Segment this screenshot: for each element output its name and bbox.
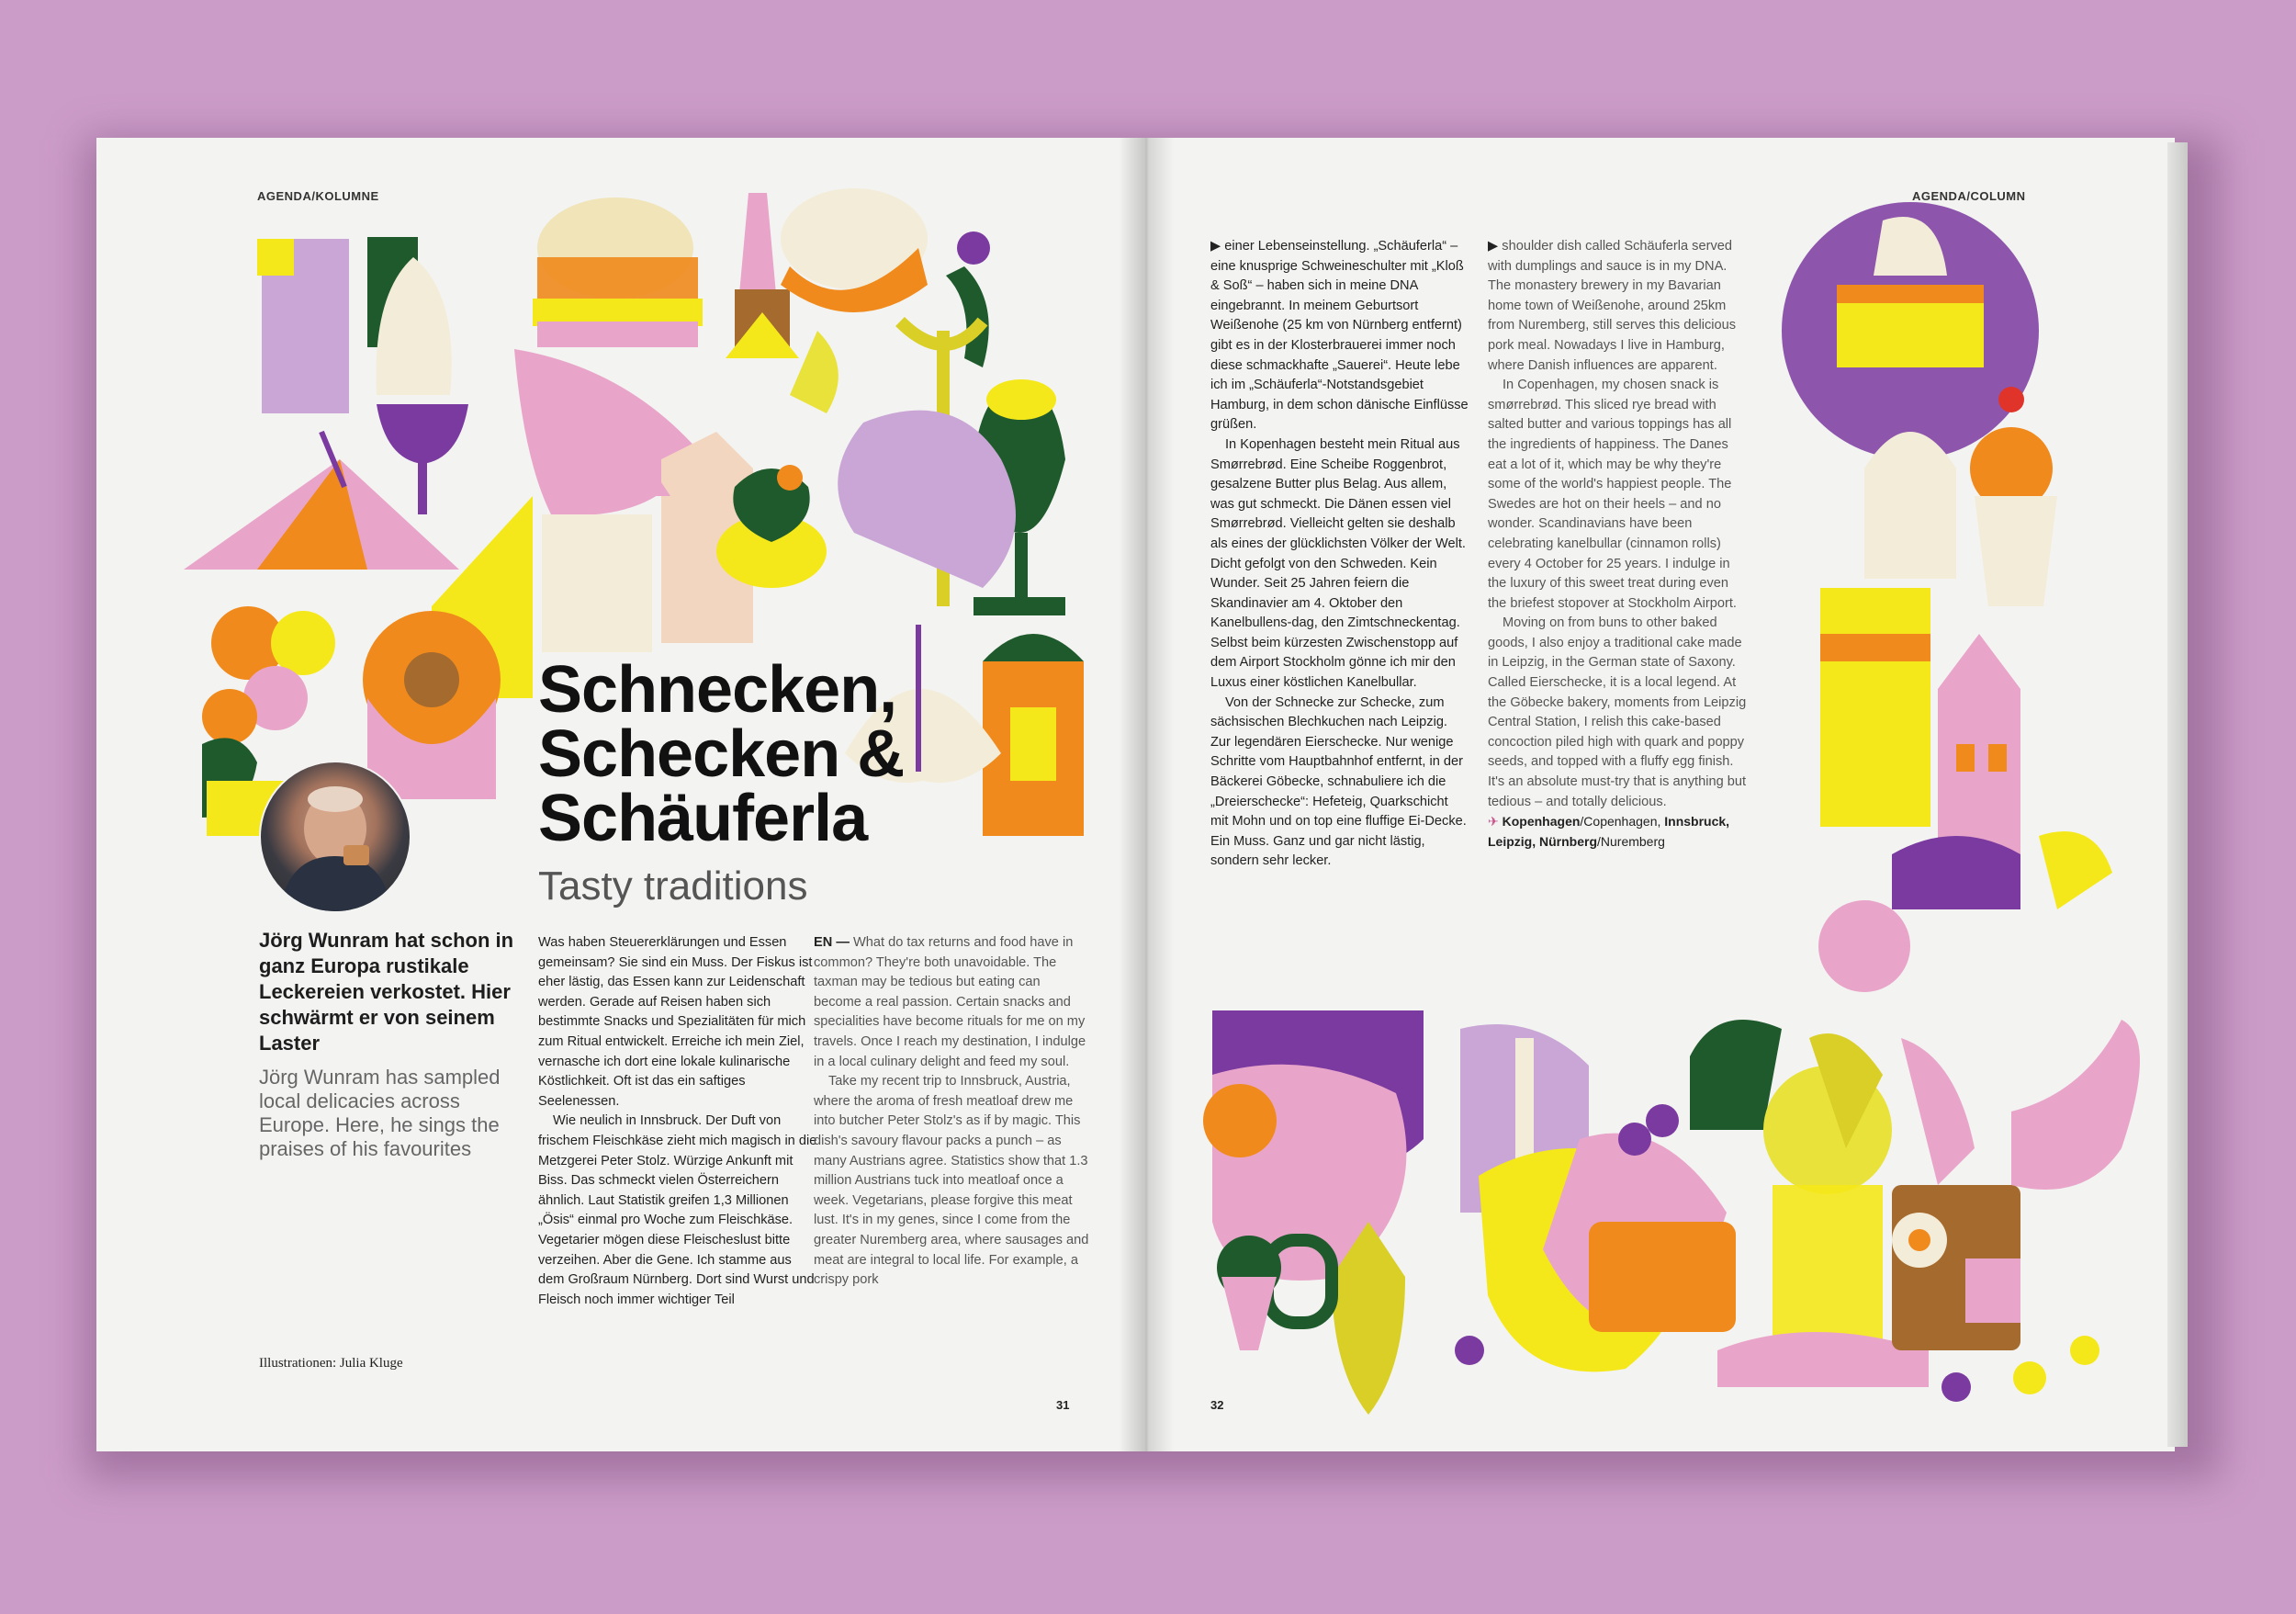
paragraph: In Copenhagen, my chosen snack is smørrebrød. This sliced rye bread with salted butter and various toppings has all the ingredients of happiness. The Danes eat a lot of it, which may be why they're some of the world's happiest people. The Swedes are hot on their heels – and no wonder. Scandinavians have been celebrating kanelbullar (cinnamon rolls) every 4 October for 25 years. I indulge in the luxury of this sweet treat during even the briefest stopover at Stockholm Airport. (1488, 378, 1737, 611)
title-line-2: Schecken & (538, 717, 905, 791)
intro-german: Jörg Wunram hat schon in ganz Europa rustikale Leckereien verkostet. Hier schwärmt er von seinem Laster (259, 929, 514, 1055)
section-header-right: AGENDA/COLUMN (1912, 189, 2026, 203)
paragraph: Von der Schnecke zur Schecke, zum sächsischen Blechkuchen nach Leipzig. Zur legendären Eierschecke. Nur wenige Schritte vom Hauptbahnhof entfernt, in der Bäckerei Göbecke, schnabuliere ich die „Dreierschecke“: Hefeteig, Quarkschicht mit Mohn und on top eine fluffige Ei-Decke. Ein Muss. Ganz und gar nicht lästig, sondern sehr lecker. (1210, 694, 1467, 869)
paragraph: Wie neulich in Innsbruck. Der Duft von frischem Fleischkäse zieht mich magisch in die Metzgerei Peter Stolz. Würzige Ankunft mit Biss. Das schmeckt vielen Österreichern ähnlich. Laut Statistik greifen 1,3 Millionen „Ösis“ einmal pro Woche zum Fleischkäse. Vegetarier mögen diese Fleischeslust bitte verzeihen. Aber die Gene. Ich stamme aus dem Großraum Nürnberg. Dort sind Wurst und Fleisch noch immer wichtiger Teil (538, 1113, 817, 1307)
intro-english: Jörg Wunram has sampled local delicacies across Europe. Here, he sings the praises of his favourites (259, 1066, 501, 1160)
page-number-left: 31 (1056, 1398, 1070, 1412)
column-german-2 (1210, 237, 1469, 872)
location-copenhagen: /Copenhagen, (1580, 814, 1665, 830)
location-nuernberg: Nürnberg (1539, 833, 1597, 849)
location-kopenhagen: Kopenhagen (1502, 814, 1581, 830)
plane-icon: ✈ (1488, 814, 1499, 830)
article-subtitle: Tasty traditions (538, 863, 808, 909)
food-illustration-right-bottom (1203, 1001, 2167, 1415)
section-header-left: AGENDA/KOLUMNE (257, 189, 379, 203)
paragraph: shoulder dish called Schäuferla served with dumplings and sauce is in my DNA. The monastery brewery in my Bavarian home town of Weißenohe, around 25km from Nuremberg, still serves this delicious pork meal. Nowadays I live in Hamburg, where Danish influences are apparent. (1488, 239, 1737, 373)
paragraph: Was haben Steuererklärungen und Essen gemeinsam? Sie sind ein Muss. Der Fiskus ist eher lästig, das Essen kann zur Leidenschaft werden. Gerade auf Reisen haben sich bestimmte Snacks und Spezialitäten für mich zum Ritual entwickelt. Erreiche ich mein Ziel, vernasche ich dort eine lokale kulinarische Köstlichkeit. Oft ist das ein saftiges Seelenessen. (538, 935, 813, 1109)
paragraph: einer Lebenseinstellung. „Schäuferla“ – eine knusprige Schweineschulter mit „Kloß & Soß“ – haben sich in meine DNA eingebrannt. In meinem Geburtsort Weißenohe (25 km von Nürnberg entfernt) gibt es in der Klosterbrauerei immer noch diese schmackhafte „Sauerei“. Heute lebe ich im „Schäuferla“-Notstandsgebiet Hamburg, in dem schon dänische Einflüsse grüßen. (1210, 239, 1469, 433)
author-portrait (259, 761, 411, 913)
continue-arrow: ▶ (1488, 239, 1499, 254)
page-number-right: 32 (1210, 1398, 1224, 1412)
english-label: EN — (814, 935, 850, 950)
paragraph: Moving on from buns to other baked goods, I also enjoy a traditional cake made in Leipzig, in the German state of Saxony. Called Eierschecke, it is a local legend. At the Göbecke bakery, moments from Leipzig Central Station, I relish this cake-based concoction piled high with quark and poppy seeds, and topped with a fluffy egg finish. It's an absolute must-try that is anything but tedious – and totally delicious. (1488, 615, 1747, 809)
paragraph: What do tax returns and food have in common? They're both unavoidable. The taxman may be tedious but eating can become a real passion. Certain snacks and specialities have become rituals for me on my travels. Once I reach my destination, I indulge in a local culinary delight and feed my soul. (814, 935, 1086, 1069)
illustration-credit: Illustrationen: Julia Kluge (259, 1356, 403, 1371)
column-english-2 (1488, 237, 1749, 852)
article-title (538, 653, 933, 855)
continue-arrow: ▶ (1210, 239, 1221, 254)
location-nuremberg: /Nuremberg (1597, 833, 1665, 849)
title-line-3: Schäuferla (538, 782, 868, 855)
paragraph: Take my recent trip to Innsbruck, Austria, where the aroma of fresh meatloaf drew me into butcher Peter Stolz's as if by magic. This dish's savoury flavour packs a punch – as many Austrians agree. Statistics show that 1.3 million Austrians tuck into meatloaf once a week. Vegetarians, please forgive this meat lust. It's in my genes, since I come from the greater Nuremberg area, where sausages and meat are integral to local life. For example, a crispy pork (814, 1074, 1089, 1288)
location-leipzig: Leipzig, (1488, 833, 1539, 849)
page-edges (2167, 142, 2188, 1447)
location-innsbruck: Innsbruck, (1664, 814, 1730, 830)
column-german-1 (538, 933, 821, 1310)
title-line-1: Schnecken, (538, 653, 897, 727)
column-english-1 (814, 933, 1089, 1291)
food-illustration-right-tower (1763, 193, 2158, 1020)
page-gutter (1119, 138, 1174, 1451)
paragraph: In Kopenhagen besteht mein Ritual aus Smørrebrød. Eine Scheibe Roggenbrot, gesalzene Butter plus Belag. Aus allem, was gut schmeckt. Die Dänen essen viel Smørrebrød. Vielleicht gelten sie deshalb als eines der glücklichsten Völker der Welt. Dicht gefolgt von den Schweden. Kein Wunder. Seit 25 Jahren feiern die Skandinavier am 4. Oktober den Kanelbullens-dag, den Zimtschneckentag. Selbst beim kürzesten Zwischenstopp auf dem Airport Stockholm gönne ich mir den Luxus einer köstlichen Kanelbullar. (1210, 436, 1466, 691)
